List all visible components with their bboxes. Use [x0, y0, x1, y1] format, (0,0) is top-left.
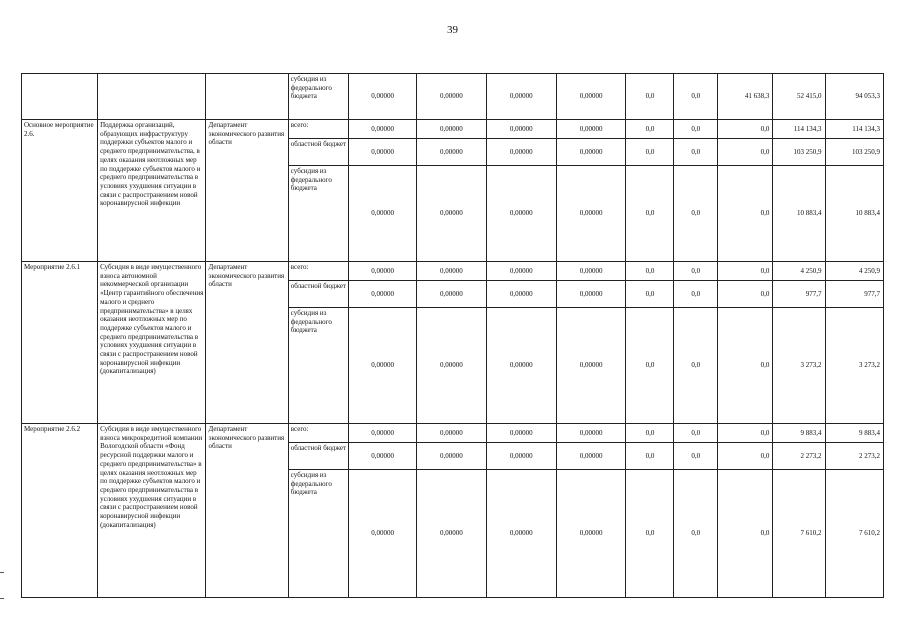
cell-value: 0,0	[674, 166, 718, 262]
cell-value: 0,00000	[486, 74, 556, 120]
cell-description: Поддержка организаций, образующих инфраструктуру поддержки субъектов малого и среднего предпринимательства, в целях оказания неотложных мер по поддержке субъектов малого и среднего предпринимательства в условиях ухудшения ситуации в связи с распространением новой коронавирусной инфекции	[98, 120, 206, 262]
cell-value: 0,00000	[556, 281, 626, 308]
cell-description	[98, 74, 206, 120]
cell-value: 0,00000	[417, 424, 487, 443]
table-row	[22, 120, 884, 139]
cell-value: 0,00000	[556, 166, 626, 262]
cell-value: 2 273,2	[825, 443, 883, 470]
cell-description: Субсидия в виде имущественного взноса микрокредитной компании Вологодской области «Фонд ресурсной поддержки малого и среднего предпринимательства» в целях оказания неотложных мер по поддержке субъектов малого и среднего предпринимательства в условиях ухудшения ситуации в связи с распространением новой коронавирусной инфекции (докапитализация)	[98, 424, 206, 598]
cell-value: 0,0	[718, 424, 773, 443]
cell-value: 0,00000	[417, 308, 487, 424]
cell-value: 0,0	[718, 120, 773, 139]
cell-value: 0,00000	[349, 308, 417, 424]
cell-value: 0,0	[674, 424, 718, 443]
cell-value: 0,0	[718, 470, 773, 598]
table-row	[22, 262, 884, 281]
cell-value: 0,00000	[417, 262, 487, 281]
cell-value: 0,0	[626, 120, 674, 139]
cell-description: Субсидия в виде имущественного взноса автономной некоммерческой организации «Центр гарантийного обеспечения малого и среднего предпринимательства» в целях оказания неотложных мер по поддержке субъектов малого и среднего предпринимательства в условиях ухудшения ситуации в связи с распространением новой коронавирусной инфекции (докапитализация)	[98, 262, 206, 424]
cell-value: 0,0	[626, 424, 674, 443]
cell-name: Мероприятие 2.6.1	[22, 262, 98, 424]
cell-value: 4 250,9	[825, 262, 883, 281]
cell-funding-type: областной бюджет	[288, 443, 348, 470]
cell-executor: Департамент экономического развития области	[206, 120, 288, 262]
cell-value: 114 134,3	[773, 120, 825, 139]
cell-value: 94 053,3	[825, 74, 883, 120]
cell-value: 0,0	[674, 308, 718, 424]
cell-value: 0,0	[718, 139, 773, 166]
cell-value: 0,00000	[417, 139, 487, 166]
cell-value: 3 273,2	[825, 308, 883, 424]
cell-value: 0,0	[718, 443, 773, 470]
cell-value: 0,00000	[349, 120, 417, 139]
cell-value: 0,00000	[417, 74, 487, 120]
cell-value: 0,0	[626, 139, 674, 166]
cell-value: 0,00000	[556, 470, 626, 598]
cell-value: 0,00000	[349, 166, 417, 262]
cell-value: 10 883,4	[825, 166, 883, 262]
cell-value: 9 883,4	[773, 424, 825, 443]
cell-value: 0,00000	[556, 139, 626, 166]
cell-value: 0,00000	[349, 424, 417, 443]
cell-value: 0,0	[718, 308, 773, 424]
cell-executor: Департамент экономического развития области	[206, 424, 288, 598]
cell-value: 0,00000	[486, 424, 556, 443]
cell-value: 0,00000	[349, 139, 417, 166]
page-number: 39	[447, 24, 458, 36]
cell-value: 0,0	[626, 262, 674, 281]
cell-value: 0,0	[718, 281, 773, 308]
cell-value: 0,00000	[349, 281, 417, 308]
cell-funding-type: всего:	[288, 424, 348, 443]
cell-value: 0,0	[674, 139, 718, 166]
cell-value: 977,7	[825, 281, 883, 308]
cell-value: 0,0	[674, 262, 718, 281]
cell-value: 7 610,2	[825, 470, 883, 598]
cell-value: 0,00000	[349, 74, 417, 120]
cell-value: 52 415,0	[773, 74, 825, 120]
cell-value: 3 273,2	[773, 308, 825, 424]
cell-value: 0,00000	[417, 281, 487, 308]
cell-value: 0,00000	[349, 443, 417, 470]
cell-value: 0,00000	[486, 308, 556, 424]
cell-value: 0,00000	[486, 120, 556, 139]
cell-value: 0,00000	[486, 139, 556, 166]
cell-name	[22, 74, 98, 120]
cell-funding-type: областной бюджет	[288, 281, 348, 308]
cell-executor	[206, 74, 288, 120]
cell-value: 0,0	[718, 166, 773, 262]
cell-value: 103 250,9	[773, 139, 825, 166]
cell-funding-type: всего:	[288, 120, 348, 139]
scan-margin-mark	[0, 598, 4, 599]
cell-value: 0,0	[674, 74, 718, 120]
cell-value: 0,0	[674, 281, 718, 308]
cell-value: 0,00000	[486, 470, 556, 598]
cell-funding-type: всего:	[288, 262, 348, 281]
cell-value: 10 883,4	[773, 166, 825, 262]
table-row	[22, 74, 884, 120]
cell-value: 0,0	[674, 443, 718, 470]
cell-value: 0,0	[626, 74, 674, 120]
cell-value: 9 883,4	[825, 424, 883, 443]
cell-value: 0,0	[626, 470, 674, 598]
cell-value: 7 610,2	[773, 470, 825, 598]
cell-value: 0,00000	[486, 262, 556, 281]
cell-value: 0,00000	[417, 120, 487, 139]
cell-value: 0,0	[626, 443, 674, 470]
cell-name: Мероприятие 2.6.2	[22, 424, 98, 598]
cell-value: 0,00000	[556, 308, 626, 424]
cell-value: 0,0	[674, 470, 718, 598]
cell-value: 0,0	[626, 281, 674, 308]
cell-value: 0,00000	[349, 262, 417, 281]
cell-value: 0,00000	[486, 281, 556, 308]
cell-value: 41 638,3	[718, 74, 773, 120]
cell-value: 977,7	[773, 281, 825, 308]
cell-funding-type: областной бюджет	[288, 139, 348, 166]
cell-funding-type: субсидия из федерального бюджета	[288, 308, 348, 424]
budget-table	[21, 73, 884, 598]
table-row	[22, 424, 884, 443]
cell-value: 0,00000	[556, 443, 626, 470]
cell-value: 103 250,9	[825, 139, 883, 166]
cell-value: 0,0	[674, 120, 718, 139]
cell-value: 0,0	[626, 308, 674, 424]
cell-value: 4 250,9	[773, 262, 825, 281]
cell-executor: Департамент экономического развития области	[206, 262, 288, 424]
cell-value: 0,00000	[486, 166, 556, 262]
cell-name: Основное мероприятие 2.6.	[22, 120, 98, 262]
cell-funding-type: субсидия из федерального бюджета	[288, 74, 348, 120]
scan-margin-mark	[0, 572, 4, 573]
cell-value: 0,0	[626, 166, 674, 262]
cell-value: 0,00000	[556, 120, 626, 139]
cell-funding-type: субсидия из федерального бюджета	[288, 470, 348, 598]
cell-value: 0,00000	[417, 166, 487, 262]
cell-value: 0,00000	[349, 470, 417, 598]
cell-value: 0,0	[718, 262, 773, 281]
cell-value: 2 273,2	[773, 443, 825, 470]
cell-value: 0,00000	[556, 74, 626, 120]
cell-funding-type: субсидия из федерального бюджета	[288, 166, 348, 262]
cell-value: 0,00000	[486, 443, 556, 470]
cell-value: 0,00000	[417, 443, 487, 470]
cell-value: 0,00000	[556, 262, 626, 281]
cell-value: 0,00000	[417, 470, 487, 598]
cell-value: 114 134,3	[825, 120, 883, 139]
cell-value: 0,00000	[556, 424, 626, 443]
